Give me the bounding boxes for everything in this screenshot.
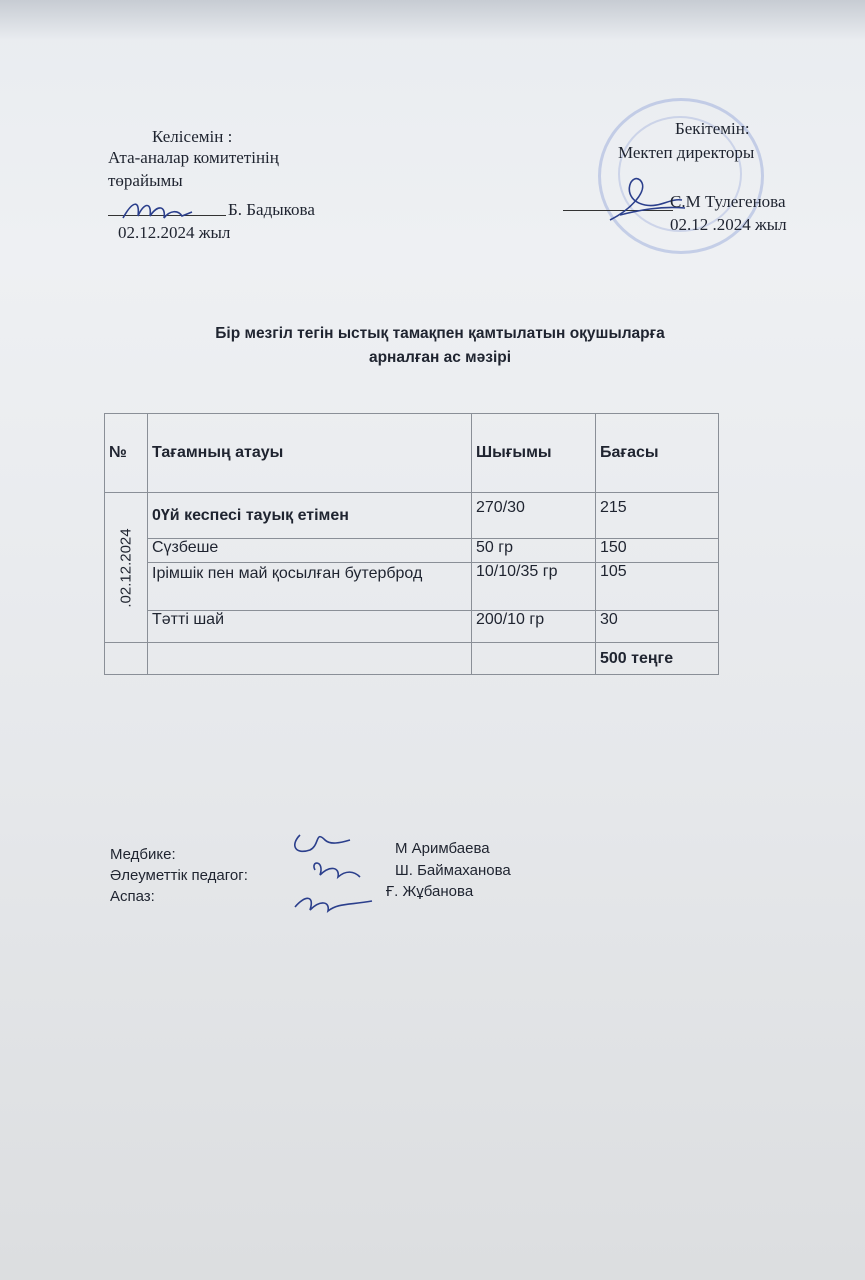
staff-signatures-icon [280, 815, 400, 925]
title-line2: арналған ас мәзірі [368, 349, 512, 366]
staff-name-cook: Ғ. Жұбанова [386, 883, 474, 900]
right-approval-line1: Бекітемін: [675, 119, 750, 138]
row-name: Ірімшік пен май қосылған бутерброд [148, 563, 472, 611]
header-num: № [105, 414, 148, 493]
row-yield: 270/30 [472, 493, 596, 539]
table-row [105, 493, 719, 539]
left-approval-line2: Ата-аналар комитетінің [108, 148, 279, 167]
date-cell [105, 493, 148, 643]
menu-date: .02.12.2024 [117, 527, 135, 608]
left-approver-name: Б. Бадыкова [228, 200, 315, 219]
total-price: 500 теңге [596, 643, 719, 675]
total-empty-cell [148, 643, 472, 675]
row-price: 215 [596, 493, 719, 539]
table-row [105, 611, 719, 643]
row-price: 30 [596, 611, 719, 643]
menu-table [104, 413, 719, 675]
row-price: 105 [596, 563, 719, 611]
total-empty-cell [472, 643, 596, 675]
right-approval-date: 02.12 .2024 жыл [670, 215, 787, 234]
row-yield: 200/10 гр [472, 611, 596, 643]
row-name: Тәтті шай [148, 611, 472, 643]
row-price: 150 [596, 539, 719, 563]
staff-role-nurse: Медбике: [110, 846, 176, 863]
table-header-row [105, 414, 719, 493]
right-approval-line2: Мектеп директоры [618, 143, 755, 162]
table-row [105, 563, 719, 611]
header-yield: Шығымы [472, 414, 596, 493]
left-approval-line1: Келісемін : [152, 127, 233, 146]
row-name: Сүзбеше [148, 539, 472, 563]
table-row [105, 539, 719, 563]
left-signature-icon [118, 192, 198, 226]
header-name: Тағамның атауы [148, 414, 472, 493]
row-yield: 50 гр [472, 539, 596, 563]
total-empty-cell [105, 643, 148, 675]
title-line1: Бір мезгіл тегін ыстық тамақпен қамтылатын оқушыларға [215, 325, 665, 342]
row-yield: 10/10/35 гр [472, 563, 596, 611]
table-total-row [105, 643, 719, 675]
header-price: Бағасы [596, 414, 719, 493]
staff-role-cook: Аспаз: [110, 888, 155, 905]
page-title [120, 322, 760, 370]
right-approver-name: С.М Тулегенова [670, 192, 786, 211]
left-approval-line3: төрайымы [108, 171, 183, 190]
left-approval-date: 02.12.2024 жыл [118, 223, 231, 242]
row-name: 0Үй кеспесі тауық етімен [148, 493, 472, 539]
staff-name-nurse: М Аримбаева [395, 840, 490, 857]
staff-role-social-pedagogue: Әлеуметтік педагог: [110, 867, 248, 884]
staff-name-social-pedagogue: Ш. Баймаханова [395, 862, 511, 879]
top-shadow [0, 0, 865, 40]
